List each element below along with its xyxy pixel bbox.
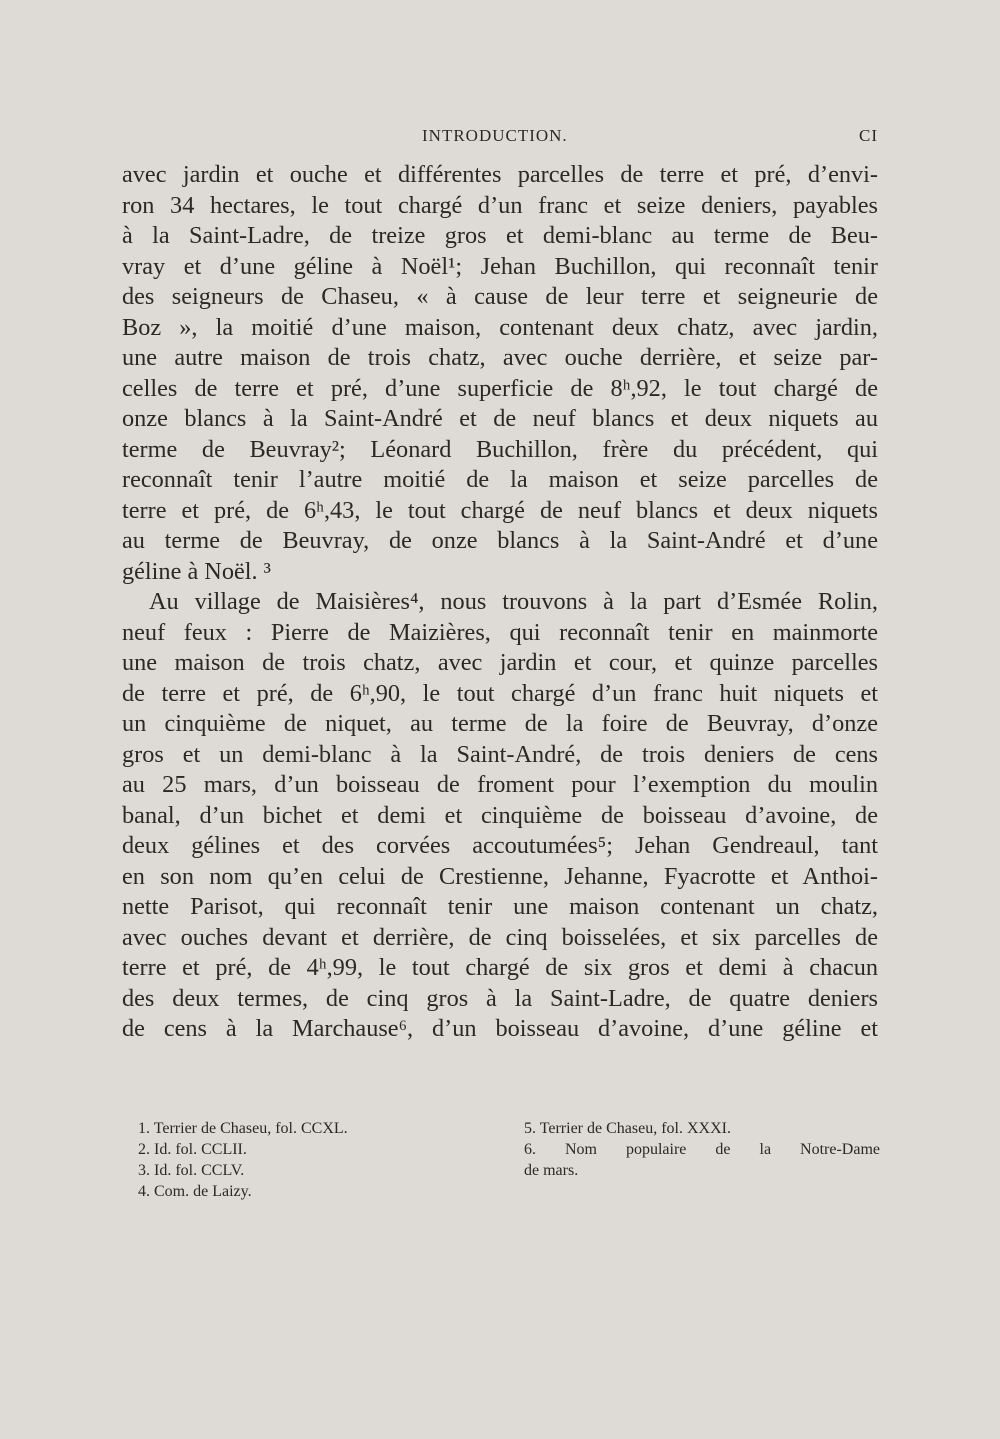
text-line: une autre maison de trois chatz, avec ouche derrière, et seize par- [122,344,878,371]
footnote: 4. Com. de Laizy. [138,1183,252,1200]
text-line: celles de terre et pré, d’une superficie de 8ʰ,92, le tout chargé de [122,374,878,402]
text-line: ron 34 hectares, le tout chargé d’un franc et seize deniers, payables [122,191,878,219]
footnotes-right-column [524,1118,880,1181]
text-line: des deux termes, de cinq gros à la Saint-Ladre, de quatre deniers [122,984,878,1012]
footnote: 2. Id. fol. CCLII. [138,1141,247,1158]
text-line: deux gélines et des corvées accoutumées⁵; Jehan Gendreaul, tant [122,832,878,859]
footnote: 1. Terrier de Chaseu, fol. CCXL. [138,1120,348,1137]
text-line: de cens à la Marchause⁶, d’un boisseau d’avoine, d’une géline et [122,1015,878,1042]
text-line: en son nom qu’en celui de Crestienne, Jehanne, Fyacrotte et Anthoi- [122,862,878,890]
text-line: neuf feux : Pierre de Maizières, qui reconnaît tenir en mainmorte [122,618,878,646]
text-line: vray et d’une géline à Noël¹; Jehan Buchillon, qui reconnaît tenir [122,252,878,280]
text-line: à la Saint-Ladre, de treize gros et demi-blanc au terme de Beu- [122,222,878,249]
footnote: 6. Nom populaire de la Notre-Dame [524,1141,880,1158]
text-line: terme de Beuvray²; Léonard Buchillon, frère du précédent, qui [122,435,878,463]
text-line: terre et pré, de 6ʰ,43, le tout chargé de neuf blancs et deux niquets [122,496,878,524]
text-line: de terre et pré, de 6ʰ,90, le tout chargé d’un franc huit niquets et [122,679,878,707]
text-line: au terme de Beuvray, de onze blancs à la Saint-André et d’une [122,527,878,554]
text-line-paragraph-end: géline à Noël. ³ [122,557,271,585]
text-line: onze blancs à la Saint-André et de neuf blancs et deux niquets au [122,405,878,432]
page-number: CI [859,126,878,145]
text-line: une maison de trois chatz, avec jardin et cour, et quinze parcelles [122,649,878,676]
text-line: un cinquième de niquet, au terme de la foire de Beuvray, d’onze [122,710,878,737]
text-line: reconnaît tenir l’autre moitié de la maison et seize parcelles de [122,466,878,493]
text-line: nette Parisot, qui reconnaît tenir une maison contenant un chatz, [122,893,878,920]
text-line: avec jardin et ouche et différentes parcelles de terre et pré, d’envi- [122,161,878,188]
text-line: des seigneurs de Chaseu, « à cause de leur terre et seigneurie de [122,283,878,310]
running-title: INTRODUCTION. [422,126,568,145]
footnotes-left-column [138,1118,498,1202]
text-line: gros et un demi-blanc à la Saint-André, de trois deniers de cens [122,740,878,768]
footnote: 5. Terrier de Chaseu, fol. XXXI. [524,1120,731,1137]
text-line: avec ouches devant et derrière, de cinq boisselées, et six parcelles de [122,923,878,951]
running-header [122,126,878,150]
text-line: banal, d’un bichet et demi et cinquième de boisseau d’avoine, de [122,801,878,829]
text-line-paragraph-start: Au village de Maisières⁴, nous trouvons à la part d’Esmée Rolin, [149,588,878,615]
footnote-continuation: de mars. [524,1162,579,1179]
text-line: au 25 mars, d’un boisseau de froment pour l’exemption du moulin [122,771,878,798]
text-line: terre et pré, de 4ʰ,99, le tout chargé de six gros et demi à chacun [122,954,878,981]
main-text [122,160,878,1045]
footnote: 3. Id. fol. CCLV. [138,1162,245,1179]
text-line: Boz », la moitié d’une maison, contenant deux chatz, avec jardin, [122,313,878,341]
